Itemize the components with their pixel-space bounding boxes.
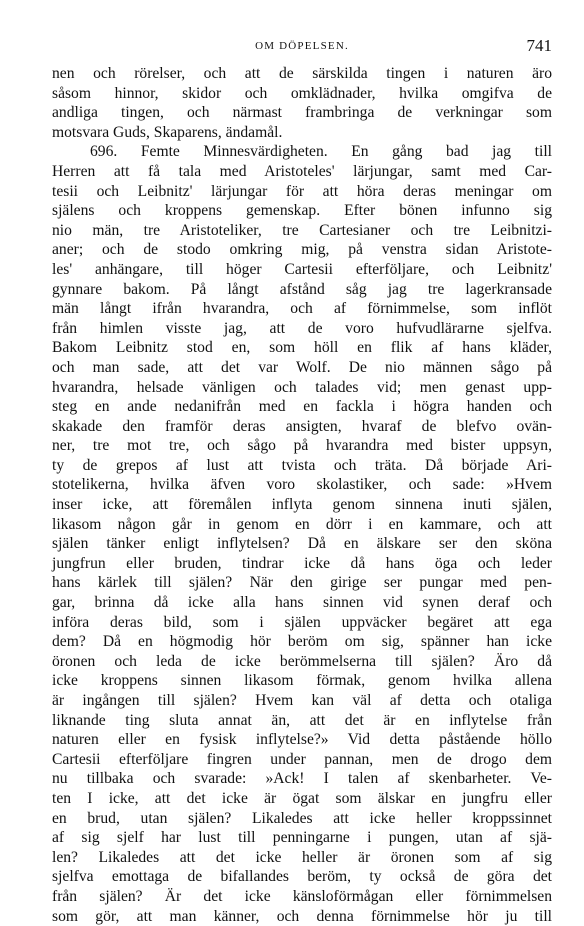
text-line: tesii och Leibnitz' lärjungar för att höra deras meningar om <box>52 182 552 200</box>
text-line: icke kroppens sinnen likasom förmak, genom hvilka allena <box>52 672 552 690</box>
text-line: ty de grepos af lust att tvista och träta. Då började Ari- <box>52 456 552 474</box>
text-line: dem? Då en högmodig hör beröm om sig, spänner han icke <box>52 633 552 651</box>
text-line: och man sade, att det var Wolf. De nio männen sågo på <box>52 358 552 376</box>
text-line: en brud, utan själen? Likaledes att icke heller kroppssinnet <box>52 809 552 827</box>
text-line: 696. Femte Minnesvärdigheten. En gång bad jag till <box>90 143 552 161</box>
page-number: 741 <box>526 36 552 55</box>
text-line: införa deras bild, som i själen uppväcker begäret att ega <box>52 613 552 631</box>
body-text <box>52 64 552 925</box>
page-header <box>52 36 552 58</box>
text-line: sjelfva emottaga de bifallandes beröm, ty också de göra det <box>52 868 552 886</box>
text-line: öronen och leda de icke berömmelserna till själen? Äro då <box>52 652 552 670</box>
text-line: Bakom Leibnitz stod en, som höll en flik af hans kläder, <box>52 339 552 357</box>
text-line: såsom hinnor, skidor och omklädnader, hvilka omgifva de <box>52 84 552 102</box>
text-line: andliga tingen, och närmast frambringa de verkningar som <box>52 104 552 122</box>
text-line: gar, brinna då icke alla hans sinnen vid synen deraf och <box>52 594 552 612</box>
text-line: steg en ande nedanifrån med en fackla i högra handen och <box>52 398 552 416</box>
text-line: motsvara Guds, Skaparens, ändamål. <box>52 123 283 141</box>
text-line: från själen? Är det icke känsloförmågan eller förnimmelsen <box>52 887 552 905</box>
text-line: nu tillbaka och svarade: »Ack! I talen af skenbarheter. Ve- <box>52 770 552 788</box>
running-title: OM DÖPELSEN. <box>255 40 349 52</box>
text-line: är ingången till själen? Hvem kan väl af detta och otaliga <box>52 692 552 709</box>
text-line: liknande ting sluta annat än, att det är en inflytelse från <box>52 711 552 729</box>
text-line: Cartesii efterföljare fingren under pannan, men de drogo dem <box>52 750 552 768</box>
text-line: likasom någon går in genom en dörr i en kammare, och att <box>52 515 552 533</box>
text-line: gynnare bakom. På långt afstånd såg jag tre lagerkransade <box>52 280 552 298</box>
text-line: nio män, tre Aristoteliker, tre Cartesianer och tre Leibnitzi- <box>52 221 552 239</box>
text-line: själen tänker enligt inflytelsen? Då en älskare ser den sköna <box>52 535 552 553</box>
text-line: len? Likaledes att det icke heller är öronen som af sig <box>52 848 552 866</box>
text-line: som gör, att man känner, och denna förnimmelse hör ju till <box>52 907 552 925</box>
text-line: jungfrun eller bruden, tindrar icke då hans öga och leder <box>52 554 552 572</box>
text-line: les' anhängare, till höger Cartesii efterföljare, och Leibnitz' <box>52 260 552 278</box>
text-line: stotelikerna, hvilka äfven voro skolastiker, och sade: »Hvem <box>52 476 552 494</box>
text-line: skakade den framför deras ansigten, hvaraf de blefvo ovän- <box>52 417 552 435</box>
text-line: hvarandra, helsade vänligen och talades vid; men genast upp- <box>52 378 552 396</box>
text-line: ner, tre mot tre, och sågo på hvarandra med bister uppsyn, <box>52 437 552 455</box>
text-line: själens och kroppens gemenskap. Efter bönen infunno sig <box>52 202 552 220</box>
text-line: nen och rörelser, och att de särskilda tingen i naturen äro <box>52 65 552 82</box>
text-line: ten I icke, att det icke är ögat som älskar en jungfru eller <box>52 789 552 807</box>
text-line: inser icke, att föremålen inflyta genom sinnena inuti själen, <box>52 496 552 514</box>
text-line: af sig sjelf har lust till penningarne i pungen, utan af sjä- <box>52 829 552 847</box>
text-line: män långt ifrån hvarandra, och af förnimmelse, som inflöt <box>52 300 552 318</box>
text-line: hans kärlek till själen? När den girige ser pungar med pen- <box>52 574 552 592</box>
text-line: aner; och de stodo omkring mig, på venstra sidan Aristote- <box>52 241 552 259</box>
text-line: Herren att få tala med Aristoteles' lärjungar, samt med Car- <box>52 162 552 180</box>
text-line: naturen eller en fysisk inflytelse?» Vid detta påstående höllo <box>52 731 552 749</box>
text-line: från himlen visste jag, att de voro hufvudlärarne sjelfva. <box>52 319 552 337</box>
